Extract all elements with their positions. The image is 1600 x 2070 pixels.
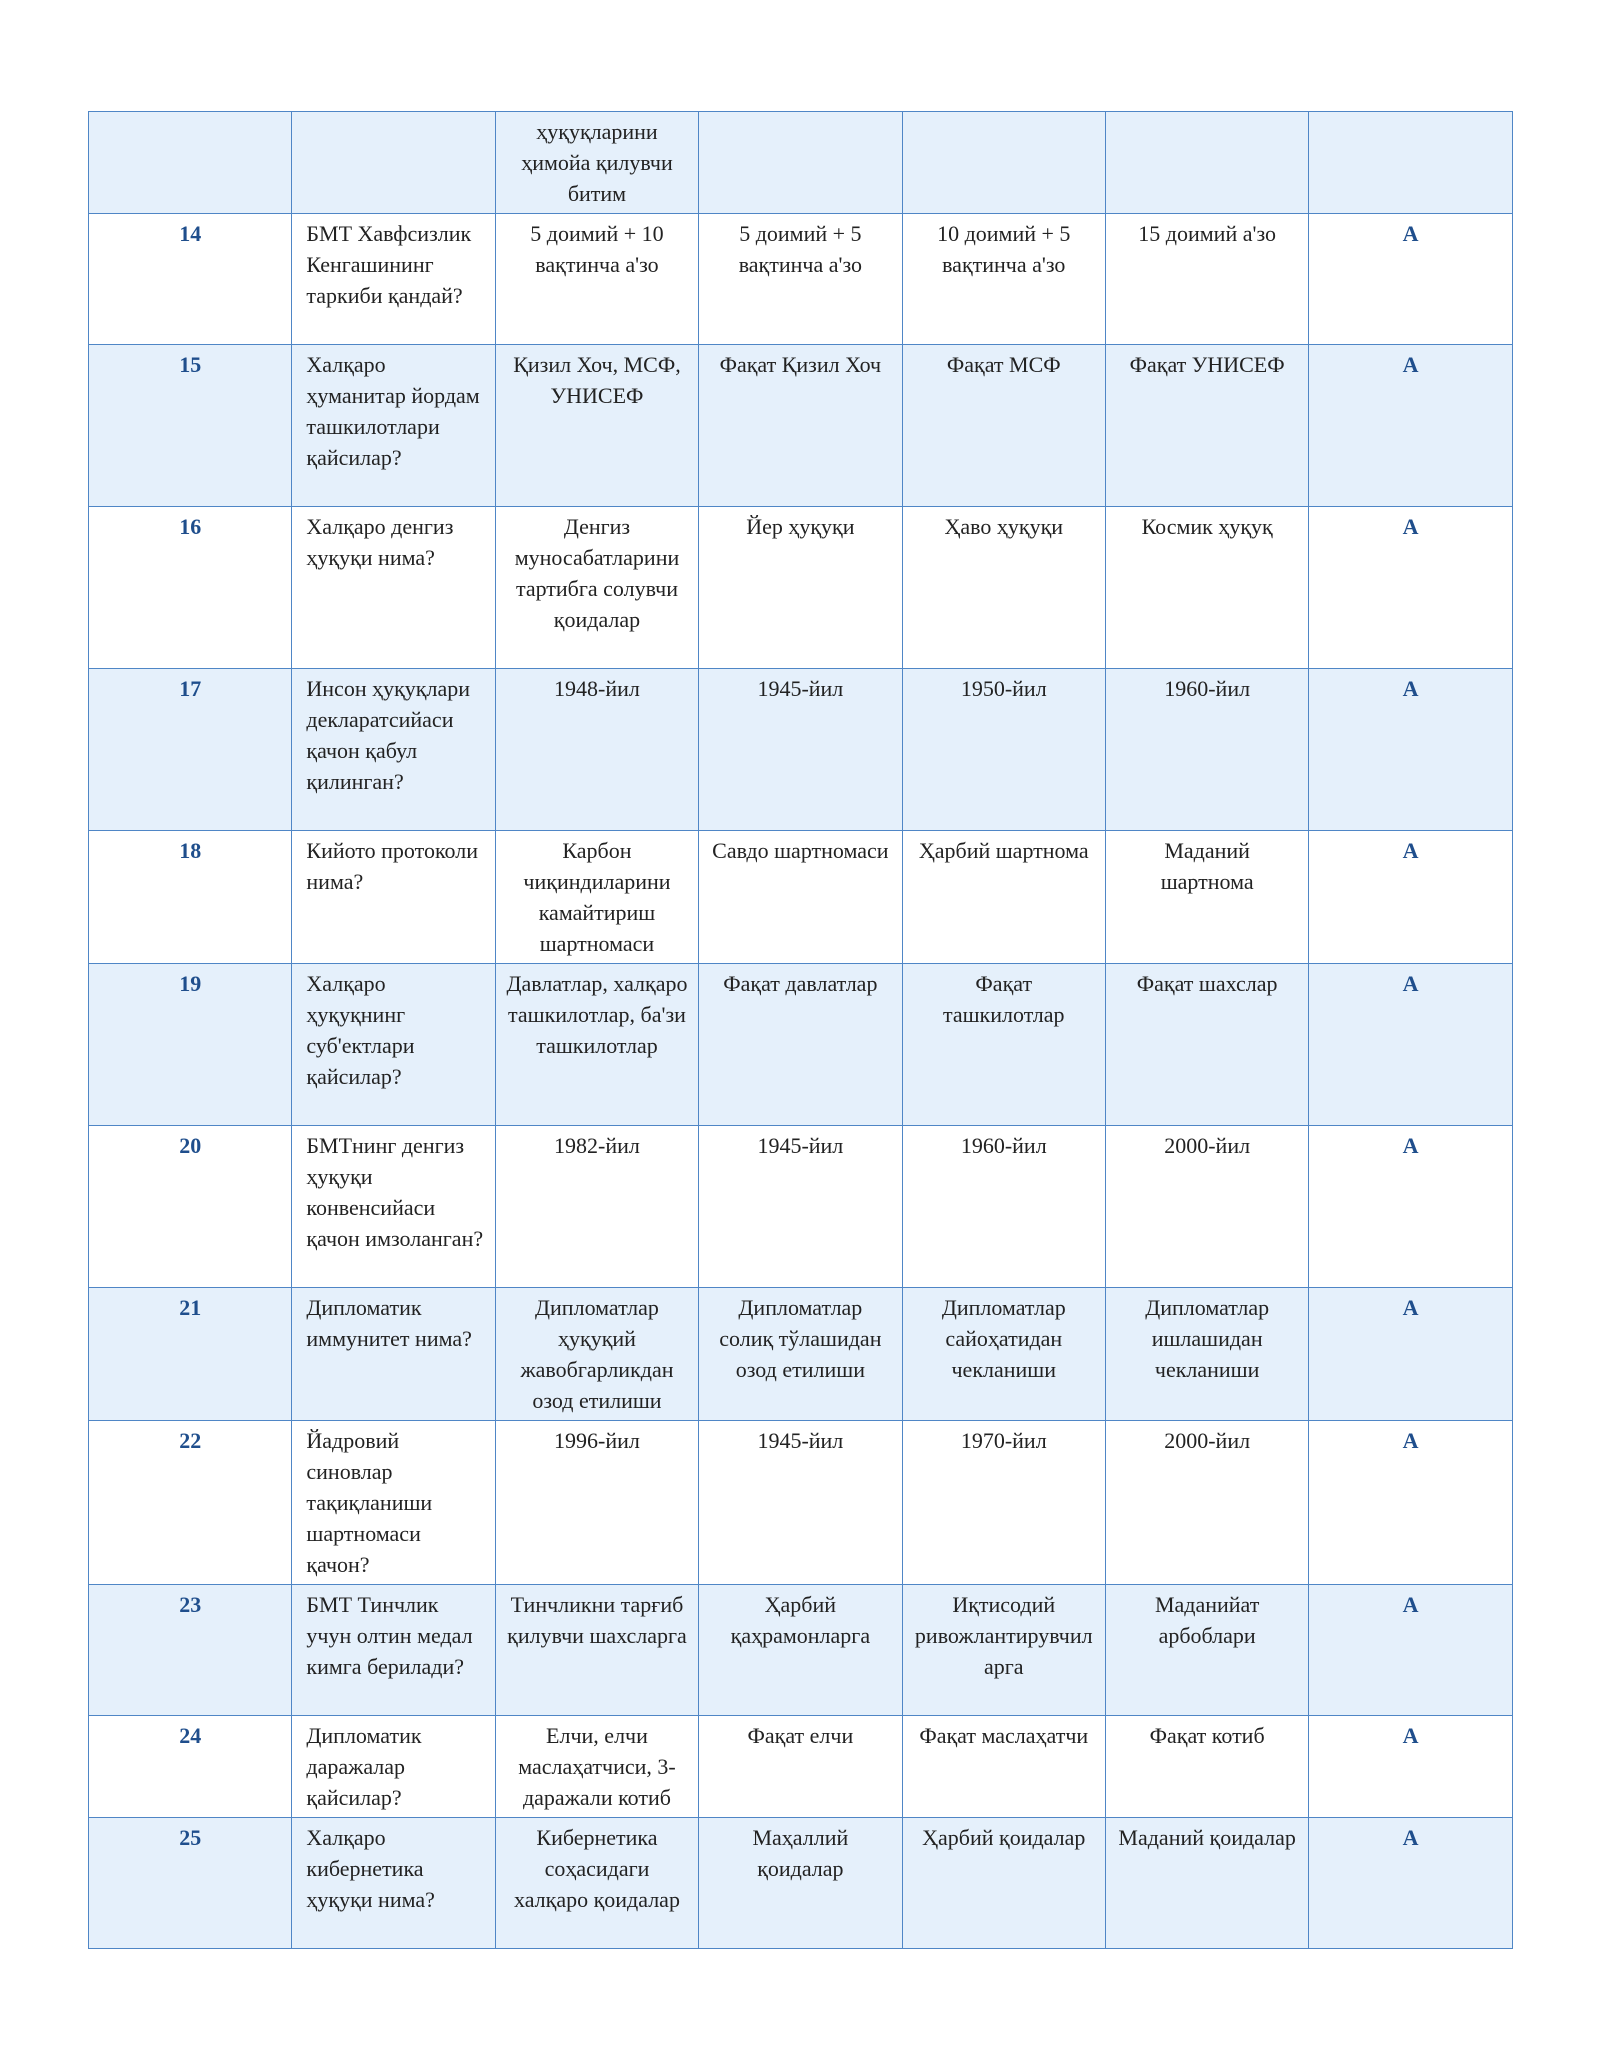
correct-answer-cell: A xyxy=(1309,507,1512,669)
option-a-cell: Кибернетика соҳасидаги халқаро қоидалар xyxy=(495,1818,698,1949)
option-b-cell: Фақат елчи xyxy=(699,1716,902,1818)
option-a-cell: 1948-йил xyxy=(495,669,698,831)
table-row xyxy=(89,669,1513,831)
table-row xyxy=(89,345,1513,507)
option-a-cell: 5 доимий + 10 вақтинча а'зо xyxy=(495,214,698,345)
question-text-cell: Халқаро ҳуманитар йордам ташкилотлари қайсилар? xyxy=(292,345,495,507)
quiz-table xyxy=(88,111,1513,1949)
option-c-cell: 1950-йил xyxy=(902,669,1105,831)
question-text-cell: Инсон ҳуқуқлари декларатсийаси қачон қабул қилинган? xyxy=(292,669,495,831)
option-d-cell: 2000-йил xyxy=(1105,1421,1308,1585)
option-b-cell: 1945-йил xyxy=(699,669,902,831)
option-d-cell: Фақат шахслар xyxy=(1105,964,1308,1126)
option-d-cell: Фақат котиб xyxy=(1105,1716,1308,1818)
correct-answer-cell: A xyxy=(1309,831,1512,964)
option-b-cell: Савдо шартномаси xyxy=(699,831,902,964)
table-row xyxy=(89,507,1513,669)
table-row xyxy=(89,1716,1513,1818)
table-row xyxy=(89,1126,1513,1288)
option-a-cell: Қизил Хоч, МСФ, УНИСЕФ xyxy=(495,345,698,507)
correct-answer-cell xyxy=(1309,112,1512,214)
question-number-cell: 19 xyxy=(89,964,292,1126)
correct-answer-cell: A xyxy=(1309,669,1512,831)
option-c-cell: Фақат ташкилотлар xyxy=(902,964,1105,1126)
question-text-cell: БМТ Тинчлик учун олтин медал кимга берилади? xyxy=(292,1585,495,1716)
option-d-cell: Маданийат арбоблари xyxy=(1105,1585,1308,1716)
question-text-cell: БМТнинг денгиз ҳуқуқи конвенсийаси қачон имзоланган? xyxy=(292,1126,495,1288)
option-a-cell: ҳуқуқларини ҳимойа қилувчи битим xyxy=(495,112,698,214)
option-c-cell: 10 доимий + 5 вақтинча а'зо xyxy=(902,214,1105,345)
question-number-cell: 22 xyxy=(89,1421,292,1585)
option-a-cell: Дипломатлар ҳуқуқий жавобгарликдан озод етилиши xyxy=(495,1288,698,1421)
option-b-cell: 1945-йил xyxy=(699,1421,902,1585)
question-text-cell: Кийото протоколи нима? xyxy=(292,831,495,964)
option-b-cell: 1945-йил xyxy=(699,1126,902,1288)
option-a-cell: 1996-йил xyxy=(495,1421,698,1585)
option-d-cell xyxy=(1105,112,1308,214)
question-text-cell: Халқаро ҳуқуқнинг суб'ектлари қайсилар? xyxy=(292,964,495,1126)
option-c-cell: 1960-йил xyxy=(902,1126,1105,1288)
question-number-cell: 16 xyxy=(89,507,292,669)
question-number-cell: 18 xyxy=(89,831,292,964)
question-text-cell: Йадровий синовлар тақиқланиши шартномаси қачон? xyxy=(292,1421,495,1585)
option-a-cell: Елчи, елчи маслаҳатчиси, 3-даражали котиб xyxy=(495,1716,698,1818)
table-row xyxy=(89,964,1513,1126)
option-c-cell: Фақат МСФ xyxy=(902,345,1105,507)
correct-answer-cell: A xyxy=(1309,1585,1512,1716)
option-d-cell: 15 доимий а'зо xyxy=(1105,214,1308,345)
quiz-table-body xyxy=(89,112,1513,1949)
option-c-cell: 1970-йил xyxy=(902,1421,1105,1585)
question-text-cell: Дипломатик даражалар қайсилар? xyxy=(292,1716,495,1818)
correct-answer-cell: A xyxy=(1309,214,1512,345)
option-c-cell: Ҳарбий шартнома xyxy=(902,831,1105,964)
question-number-cell: 14 xyxy=(89,214,292,345)
option-b-cell: Ҳарбий қаҳрамонларга xyxy=(699,1585,902,1716)
correct-answer-cell: A xyxy=(1309,1421,1512,1585)
correct-answer-cell: A xyxy=(1309,964,1512,1126)
correct-answer-cell: A xyxy=(1309,1288,1512,1421)
option-c-cell: Иқтисодий ривожлантирувчиларга xyxy=(902,1585,1105,1716)
option-b-cell: Фақат Қизил Хоч xyxy=(699,345,902,507)
table-row xyxy=(89,1288,1513,1421)
question-number-cell: 15 xyxy=(89,345,292,507)
question-text-cell xyxy=(292,112,495,214)
question-number-cell: 24 xyxy=(89,1716,292,1818)
question-text-cell: Халқаро денгиз ҳуқуқи нима? xyxy=(292,507,495,669)
option-c-cell: Фақат маслаҳатчи xyxy=(902,1716,1105,1818)
table-row xyxy=(89,112,1513,214)
option-c-cell: Дипломатлар сайоҳатидан чекланиши xyxy=(902,1288,1105,1421)
question-number-cell: 23 xyxy=(89,1585,292,1716)
option-d-cell: Маданий қоидалар xyxy=(1105,1818,1308,1949)
question-number-cell: 21 xyxy=(89,1288,292,1421)
option-b-cell: Дипломатлар солиқ тўлашидан озод етилиши xyxy=(699,1288,902,1421)
option-b-cell xyxy=(699,112,902,214)
option-d-cell: Фақат УНИСЕФ xyxy=(1105,345,1308,507)
option-a-cell: Денгиз муносабатларини тартибга солувчи қоидалар xyxy=(495,507,698,669)
correct-answer-cell: A xyxy=(1309,1818,1512,1949)
option-d-cell: Космик ҳуқуқ xyxy=(1105,507,1308,669)
option-c-cell xyxy=(902,112,1105,214)
option-a-cell: Тинчликни тарғиб қилувчи шахсларга xyxy=(495,1585,698,1716)
option-b-cell: Фақат давлатлар xyxy=(699,964,902,1126)
question-number-cell xyxy=(89,112,292,214)
table-row xyxy=(89,214,1513,345)
option-d-cell: 1960-йил xyxy=(1105,669,1308,831)
correct-answer-cell: A xyxy=(1309,1716,1512,1818)
option-d-cell: 2000-йил xyxy=(1105,1126,1308,1288)
option-a-cell: 1982-йил xyxy=(495,1126,698,1288)
option-b-cell: Йер ҳуқуқи xyxy=(699,507,902,669)
table-row xyxy=(89,1818,1513,1949)
table-row xyxy=(89,1585,1513,1716)
option-c-cell: Ҳарбий қоидалар xyxy=(902,1818,1105,1949)
question-number-cell: 25 xyxy=(89,1818,292,1949)
correct-answer-cell: A xyxy=(1309,1126,1512,1288)
correct-answer-cell: A xyxy=(1309,345,1512,507)
option-c-cell: Ҳаво ҳуқуқи xyxy=(902,507,1105,669)
question-number-cell: 20 xyxy=(89,1126,292,1288)
document-page xyxy=(88,111,1512,1949)
option-d-cell: Маданий шартнома xyxy=(1105,831,1308,964)
option-a-cell: Давлатлар, халқаро ташкилотлар, ба'зи ташкилотлар xyxy=(495,964,698,1126)
question-text-cell: Дипломатик иммунитет нима? xyxy=(292,1288,495,1421)
option-d-cell: Дипломатлар ишлашидан чекланиши xyxy=(1105,1288,1308,1421)
option-a-cell: Карбон чиқиндиларини камайтириш шартномаси xyxy=(495,831,698,964)
option-b-cell: 5 доимий + 5 вақтинча а'зо xyxy=(699,214,902,345)
option-b-cell: Маҳаллий қоидалар xyxy=(699,1818,902,1949)
question-text-cell: Халқаро кибернетика ҳуқуқи нима? xyxy=(292,1818,495,1949)
question-number-cell: 17 xyxy=(89,669,292,831)
table-row xyxy=(89,831,1513,964)
question-text-cell: БМТ Хавфсизлик Кенгашининг таркиби қандай? xyxy=(292,214,495,345)
table-row xyxy=(89,1421,1513,1585)
